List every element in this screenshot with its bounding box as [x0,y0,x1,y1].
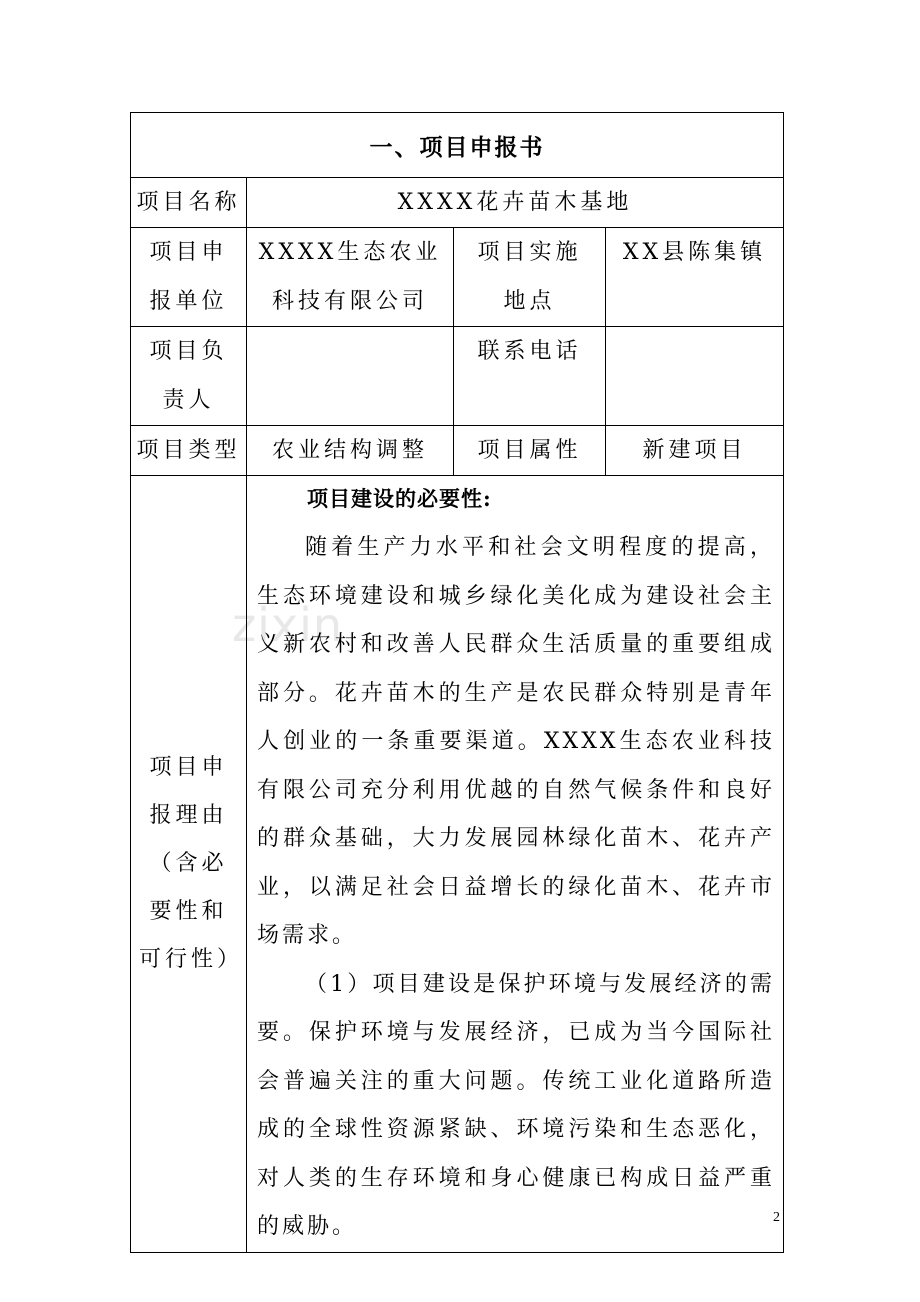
project-name-value: XXXX花卉苗木基地 [247,178,784,228]
type-row [131,426,784,476]
leader-label: 项目负责人 [131,327,247,426]
application-form-table [130,112,784,1253]
phone-value [606,327,784,426]
reason-paragraph-2: （1）项目建设是保护环境与发展经济的需要。保护环境与发展经济，已成为当今国际社会普遍关注的重大问题。传统工业化道路所造成的全球性资源紧缺、环境污染和生态恶化，对人类的生存环境和身心健康已构成日益严重的威胁。 [257,971,775,1239]
reason-heading: 项目建设的必要性: [307,486,492,511]
leader-value [247,327,454,426]
reason-body [247,476,784,1253]
title-row [131,113,784,178]
page-number: 2 [773,1210,780,1225]
type-label: 项目类型 [131,426,247,476]
type-value: 农业结构调整 [247,426,454,476]
reason-row [131,476,784,1253]
reason-paragraph-1: 随着生产力水平和社会文明程度的提高，生态环境建设和城乡绿化美化成为建设社会主义新农村和改善人民群众生活质量的重要组成部分。花卉苗木的生产是农民群众特别是青年人创业的一条重要渠道。XXXX生态农业科技有限公司充分利用优越的自然气候条件和良好的群众基础，大力发展园林绿化苗木、花卉产业，以满足社会日益增长的绿化苗木、花卉市场需求。 [257,535,775,948]
project-name-label: 项目名称 [131,178,247,228]
unit-value: XXXX生态农业科技有限公司 [247,228,454,327]
unit-row [131,228,784,327]
form-title: 一、项目申报书 [131,113,784,178]
attr-label: 项目属性 [454,426,606,476]
project-name-row [131,178,784,228]
phone-label: 联系电话 [454,327,606,426]
leader-row [131,327,784,426]
watermark: zixin [232,598,344,652]
reason-label: 项目申报理由（含必要性和可行性） [131,476,247,1253]
attr-value: 新建项目 [606,426,784,476]
unit-label: 项目申报单位 [131,228,247,327]
site-value: XX县陈集镇 [606,228,784,327]
site-label: 项目实施地点 [454,228,606,327]
